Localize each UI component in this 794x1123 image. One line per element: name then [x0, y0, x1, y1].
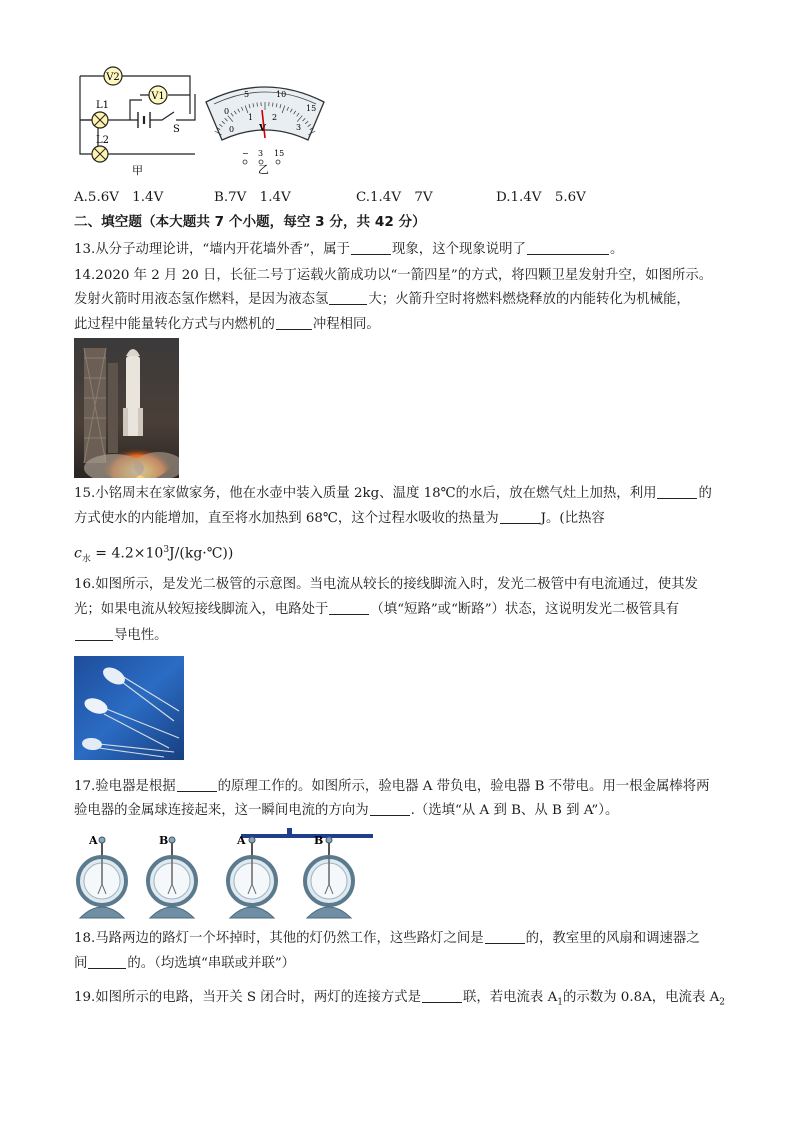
question-16-line3 — [74, 626, 168, 646]
label-a-2: A — [237, 834, 246, 847]
formula-c: c — [74, 545, 82, 562]
label-b-1: B — [159, 834, 169, 847]
terminal-15: 15 — [274, 149, 285, 158]
answer-blank[interactable] — [485, 929, 525, 944]
answer-blank[interactable] — [500, 509, 540, 524]
scale-bottom-3: 3 — [296, 123, 302, 132]
answer-blank[interactable] — [657, 484, 697, 499]
label-a-1: A — [89, 834, 98, 847]
answer-blank[interactable] — [422, 988, 462, 1003]
q19-text-a: 19.如图所示的电路，当开关 S 闭合时，两灯的连接方式是 — [74, 990, 421, 1005]
question-13 — [74, 240, 623, 260]
voltmeter-v2-symbol — [104, 67, 122, 85]
question-15-line1 — [74, 484, 712, 504]
lamp-l2-symbol — [92, 135, 109, 162]
q17-text-a: 17.验电器是根据 — [74, 779, 176, 794]
option-d: D.1.4V 5.6V — [496, 190, 586, 205]
lamp-l1-symbol — [92, 100, 109, 128]
q16-text-c: 导电性。 — [114, 628, 168, 643]
q19-sub1: 1 — [557, 997, 563, 1008]
scale-top-10: 10 — [276, 90, 287, 99]
scale-bottom-2: 2 — [272, 113, 278, 122]
answer-blank[interactable] — [88, 954, 126, 969]
q17-text-d: .（选填“从 A 到 B、从 B 到 A”）。 — [410, 803, 619, 818]
q13-text-c: 。 — [609, 242, 624, 257]
q14-text-c: 此过程中能量转化方式与内燃机的 — [74, 317, 275, 332]
metal-rod — [241, 834, 373, 838]
terminal-3: 3 — [258, 149, 264, 158]
scale-bottom-0: 0 — [229, 125, 235, 134]
electroscope — [305, 837, 353, 918]
question-16-line2 — [74, 600, 679, 620]
scale-top-0: 0 — [224, 107, 230, 116]
option-b: B.7V 1.4V — [214, 190, 291, 205]
switch-label: S — [173, 124, 180, 135]
answer-blank[interactable] — [276, 315, 312, 330]
question-15-line2 — [74, 509, 605, 529]
question-18-line1 — [74, 929, 700, 949]
q13-text-a: 13.从分子动理论讲，“墙内开花墙外香”，属于 — [74, 242, 351, 257]
q13-text-b: 现象，这个现象说明了 — [392, 242, 526, 257]
question-16-line1: 16.如图所示，是发光二极管的示意图。当电流从较长的接线脚流入时，发光二极管中有电流通过，使其发 — [74, 577, 698, 592]
q19-text-c: 的示数为 0.8A，电流表 A — [562, 990, 720, 1005]
answer-blank[interactable] — [370, 801, 410, 816]
q18-text-d: 的。（均选填“串联或并联”） — [127, 956, 296, 971]
electroscope — [78, 837, 126, 918]
scale-bottom-1: 1 — [248, 113, 254, 122]
scale-top-15: 15 — [306, 104, 317, 113]
electroscopes-figure — [74, 826, 374, 921]
question-14-line3 — [74, 315, 380, 335]
electroscope — [148, 837, 196, 918]
formula-exp: 3 — [163, 545, 170, 555]
question-14-line2 — [74, 290, 690, 310]
led-photo — [74, 656, 184, 760]
v2-label: V2 — [106, 72, 120, 83]
answer-blank[interactable] — [527, 240, 609, 255]
answer-blank[interactable] — [329, 600, 369, 615]
voltmeter-dial — [200, 80, 330, 175]
figure-caption-yi: 乙 — [258, 163, 269, 175]
formula-unit: J/(kg·℃)) — [169, 545, 234, 562]
option-a: A.5.6V 1.4V — [74, 190, 164, 205]
q14-text-a: 发射火箭时用液态氢作燃料，是因为液态氢 — [74, 292, 329, 307]
label-b-2: B — [314, 834, 324, 847]
figure-caption-jia: 甲 — [132, 164, 143, 177]
rocket-launch-photo — [74, 338, 179, 478]
l1-label: L1 — [96, 100, 110, 111]
electroscope — [228, 837, 276, 918]
q15-text-c: 方式使水的内能增加，直至将水加热到 68℃，这个过程水吸收的热量为 — [74, 511, 499, 526]
q15-text-d: J。(比热容 — [540, 511, 605, 526]
q18-text-c: 间 — [74, 956, 88, 971]
q14-text-d: 冲程相同。 — [312, 317, 380, 332]
question-19 — [74, 988, 725, 1013]
battery-symbol — [138, 112, 150, 128]
formula-sub: 水 — [81, 554, 91, 565]
scale-top-5: 5 — [244, 90, 250, 99]
q19-text-b: 联，若电流表 A — [462, 990, 558, 1005]
l2-label: L2 — [96, 135, 110, 146]
q16-text-b: （填“短路”或“断路”）状态，这说明发光二极管具有 — [370, 602, 680, 617]
q14-text-b: 大；火箭升空时将燃料燃烧释放的内能转化为机械能， — [368, 292, 690, 307]
q18-text-b: 的，教室里的风扇和调速器之 — [525, 931, 700, 946]
option-c: C.1.4V 7V — [356, 190, 433, 205]
q12-options — [74, 188, 586, 208]
q15-text-a: 15.小铭周末在家做家务，他在水壶中装入质量 2kg、温度 18℃的水后，放在燃气灶上加热，利用 — [74, 486, 657, 501]
v1-label: V1 — [151, 91, 165, 102]
voltmeter-v1-symbol — [149, 86, 167, 104]
section-title: 二、填空题（本大题共 7 个小题，每空 3 分，共 42 分） — [74, 214, 426, 230]
q16-text-a: 光；如果电流从较短接线脚流入，电路处于 — [74, 602, 329, 617]
q17-text-c: 验电器的金属球连接起来，这一瞬间电流的方向为 — [74, 803, 369, 818]
answer-blank[interactable] — [329, 290, 367, 305]
answer-blank[interactable] — [351, 240, 391, 255]
question-14-line1: 14.2020 年 2 月 20 日，长征二号丁运载火箭成功以“一箭四星”的方式，将四颗卫星发射升空，如图所示。 — [74, 268, 713, 283]
circuit-diagram — [70, 62, 200, 177]
q17-text-b: 的原理工作的。如图所示，验电器 A 带负电，验电器 B 不带电。用一根金属棒将两 — [217, 779, 710, 794]
terminal-neg: − — [242, 149, 249, 158]
q15-text-b: 的 — [698, 486, 712, 501]
q19-sub2: 2 — [719, 997, 725, 1008]
question-17-line1 — [74, 777, 709, 797]
meter-unit: V — [259, 124, 266, 134]
formula-eq: = 4.2×10 — [90, 545, 164, 562]
question-18-line2 — [74, 954, 295, 974]
specific-heat-formula — [74, 540, 233, 569]
question-17-line2 — [74, 801, 618, 821]
q18-text-a: 18.马路两边的路灯一个坏掉时，其他的灯仍然工作，这些路灯之间是 — [74, 931, 484, 946]
answer-blank[interactable] — [75, 626, 113, 641]
answer-blank[interactable] — [177, 777, 217, 792]
